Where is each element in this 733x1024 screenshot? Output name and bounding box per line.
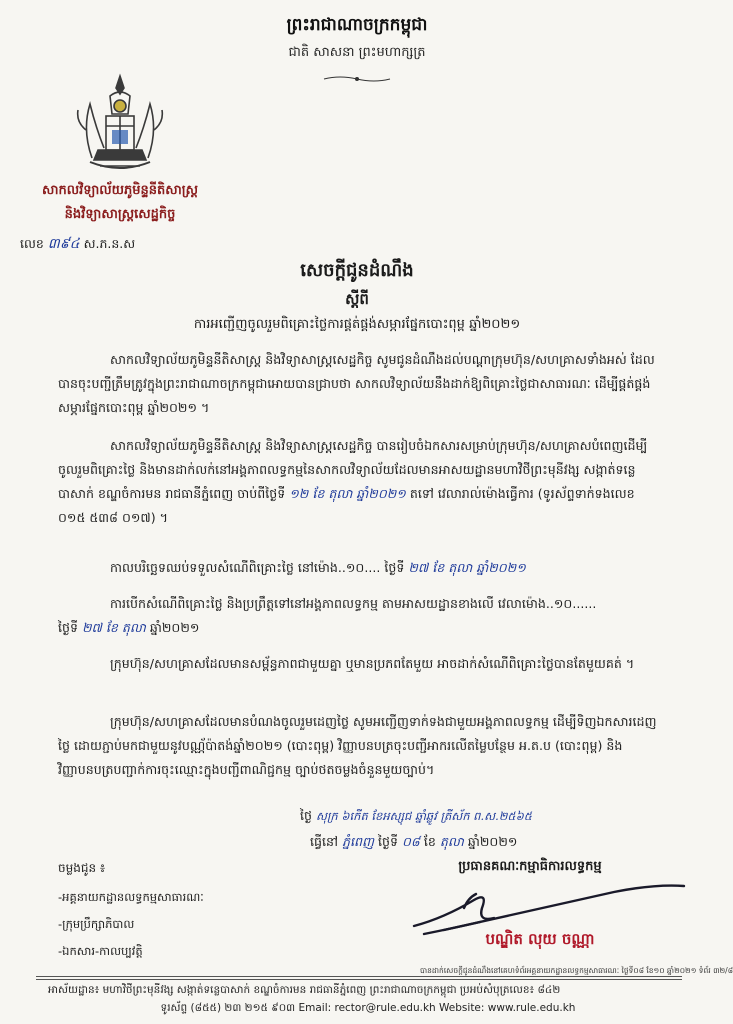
footer-divider: [36, 976, 682, 977]
paragraph-documents-text: សាកលវិទ្យាល័យភូមិន្ទនីតិសាស្ត្រ និងវិទ្យាសាស្ត្រសេដ្ឋកិច្ច បានរៀបចំឯកសារសម្រាប់ក្រុមហ៊ុន/សហគ្រាសបំពេញដើម្បីចូលរួមពិគ្រោះថ្លៃ និងមានដាក់លក់នៅអង្គភាពលទ្ធកម្មនៃសាកលវិទ្យាល័យដែលមានអាសយដ្ឋានមហាវិថីព្រះមុនីវង្ស សង្កាត់ទន្លេបាសាក់ ខណ្ឌចំការមន រាជធានីភ្នំពេញ ចាប់ពីថ្ងៃទី: [58, 438, 648, 501]
motto-ornament: [322, 68, 392, 76]
solar-month-label: ខែ: [423, 834, 436, 849]
lunar-date: សុក្រ ៦កើត ខែអស្សុជ ឆ្នាំឆ្លូវ ត្រីស័ក ព.ស.២៥៦៥: [316, 809, 532, 823]
deadline-date: ២៧ ខែ តុលា ឆ្នាំ២០២១: [408, 560, 526, 575]
paragraph-deadline: [58, 556, 658, 580]
reference-prefix: លេខ: [20, 236, 44, 251]
footer-divider-thin: [36, 979, 682, 980]
notice-title: សេចក្តីជូនដំណឹង: [300, 260, 414, 281]
reference-line: [20, 234, 240, 255]
recipients-list: [58, 884, 288, 965]
opening-text: ការបើកសំណើពិគ្រោះថ្លៃ និងប្រព្រឹត្តទៅនៅអង្គភាពលទ្ធកម្ម តាមអាសយដ្ឋានខាងលើ វេលាម៉ោង..១០......: [110, 596, 597, 611]
solar-day: ០៨: [402, 834, 420, 849]
paragraph-opening: [58, 592, 658, 616]
solar-day-label: ថ្ងៃទី: [378, 834, 398, 849]
notice-about: ស្តីពី: [345, 290, 369, 308]
university-emblem-icon: [62, 70, 178, 180]
kingdom-title: ព្រះរាជាណាចក្រកម្ពុជា: [286, 15, 428, 35]
publication-note: បានដាក់សេចក្តីជូនដំណឹងនៅគេហទំព័រអគ្គនាយកដ្ឋានលទ្ធកម្មសាធារណៈ ថ្ងៃទី០៨ ខែ១០ ឆ្នាំ២០២១ ទំព័រ ៣២/៨: [420, 966, 733, 975]
recipient-item: -អគ្គនាយកដ្ឋានលទ្ធកម្មសាធារណៈ: [58, 890, 204, 904]
opening-date: ២៧ ខែ តុលា: [82, 620, 146, 635]
copy-to-label: ចម្លងជូន ៖: [58, 861, 106, 875]
deadline-text: កាលបរិច្ឆេទឈប់ទទួលសំណើពិគ្រោះថ្លៃ នៅម៉ោង..១០.... ថ្ងៃទី: [110, 560, 405, 575]
solar-month: តុលា: [439, 834, 464, 849]
paragraph-requirements: ក្រុមហ៊ុន/សហគ្រាសដែលមានបំណងចូលរួមដេញថ្លៃ សូមអញ្ជើញទាក់ទងជាមួយអង្គភាពលទ្ធកម្ម ដើម្បីទិញឯកសារដេញថ្លៃ ដោយភ្ជាប់មកជាមួយនូវបណ្ណ័ប៉ាតង់ឆ្នាំ២០២១ (បោះពុម្ព) វិញ្ញាបនបត្រចុះបញ្ជីអាករលើតម្លៃបន្ថែម អ.ត.ប (បោះពុម្ព) និងវិញ្ញាបនបត្របញ្ជាក់ការចុះឈ្មោះក្នុងបញ្ជីពាណិជ្ជកម្ម ច្បាប់ថតចម្លងចំនួនមួយច្បាប់។: [58, 714, 657, 777]
signatory-role: ប្រធានគណៈកម្មាធិការលទ្ធកម្ម: [458, 859, 602, 874]
institution-name-line1: សាកលវិទ្យាល័យភូមិន្ទនីតិសាស្ត្រ: [41, 183, 199, 198]
recipient-item: -ឯកសារ-កាលប្បវត្តិ: [58, 944, 143, 958]
lunar-date-prefix: ថ្ងៃ: [300, 808, 312, 823]
reference-suffix: ស.ភ.ន.ស: [83, 236, 136, 251]
solar-place: ភ្នំពេញ: [342, 834, 374, 849]
opening-date-line: [58, 616, 658, 640]
footer-contact: ទូរស័ព្ទ (៨៥៥) ២៣ ២១៥ ៩០៣ Email: rector@rule.edu.kh Website: www.rule.edu.kh: [160, 1002, 576, 1014]
solar-prefix: ធ្វើនៅ: [310, 834, 338, 849]
solar-year: ឆ្នាំ២០២១: [467, 834, 518, 849]
reference-number: ៣៩៤: [47, 236, 80, 252]
footer-address: អាស័យដ្ឋាន៖ មហាវិថីព្រះមុនីវង្ស សង្កាត់ទន្លេបាសាក់ ខណ្ឌចំការមន រាជធានីភ្នំពេញ ព្រះរាជាណាចក្រកម្ពុជា ប្រអប់សំបុត្រលេខ៖ ៨៤២: [48, 984, 561, 996]
documents-start-date: ១២ ខែ តុលា ឆ្នាំ២០២១: [289, 486, 406, 501]
paragraph-intro: សាកលវិទ្យាល័យភូមិន្ទនីតិសាស្ត្រ និងវិទ្យាសាស្ត្រសេដ្ឋកិច្ច សូមជូនដំណឹងដល់បណ្តាក្រុមហ៊ុន/សហគ្រាសទាំងអស់ ដែលបានចុះបញ្ជីត្រឹមត្រូវក្នុងព្រះរាជាណាចក្រកម្ពុជាអោយបានជ្រាបថា សាកលវិទ្យាល័យនឹងដាក់ឱ្យពិគ្រោះថ្លៃជាសាធារណៈ ដើម្បីផ្គត់ផ្គង់សម្ភារផ្នែកបោះពុម្ព ឆ្នាំ២០២១ ។: [58, 352, 655, 415]
signatory-name: បណ្ឌិត លុយ ចណ្ណា: [485, 930, 595, 948]
paragraph-documents: [58, 434, 658, 530]
opening-year: ឆ្នាំ២០២១: [149, 620, 200, 635]
paragraph-single-bid: ក្រុមហ៊ុន/សហគ្រាសដែលមានសម្ព័ន្ធភាពជាមួយគ្នា ឬមានប្រភពតែមួយ អាចដាក់សំណើពិគ្រោះថ្លៃបានតែមួយគត់ ។: [110, 656, 635, 671]
opening-day-label: ថ្ងៃទី: [58, 620, 78, 635]
lunar-date-line: [300, 804, 680, 828]
paragraph-documents-end: តទៅ វេលារាល់ម៉ោងធ្វើការ (ទូរស័ព្ទទាក់ទងលេខ ០១៥ ៥៣៨ ០១៧) ។: [58, 486, 635, 525]
institution-name-line2: និងវិទ្យាសាស្ត្រសេដ្ឋកិច្ច: [64, 207, 176, 222]
solar-date-line: [310, 830, 680, 854]
kingdom-motto: ជាតិ សាសនា ព្រះមហាក្សត្រ: [288, 45, 426, 60]
notice-subject: ការអញ្ជើញចូលរួមពិគ្រោះថ្លៃការផ្គត់ផ្គង់សម្ភារផ្នែកបោះពុម្ព ឆ្នាំ២០២១: [193, 317, 521, 332]
recipient-item: -ក្រុមប្រឹក្សាភិបាល: [58, 917, 135, 931]
